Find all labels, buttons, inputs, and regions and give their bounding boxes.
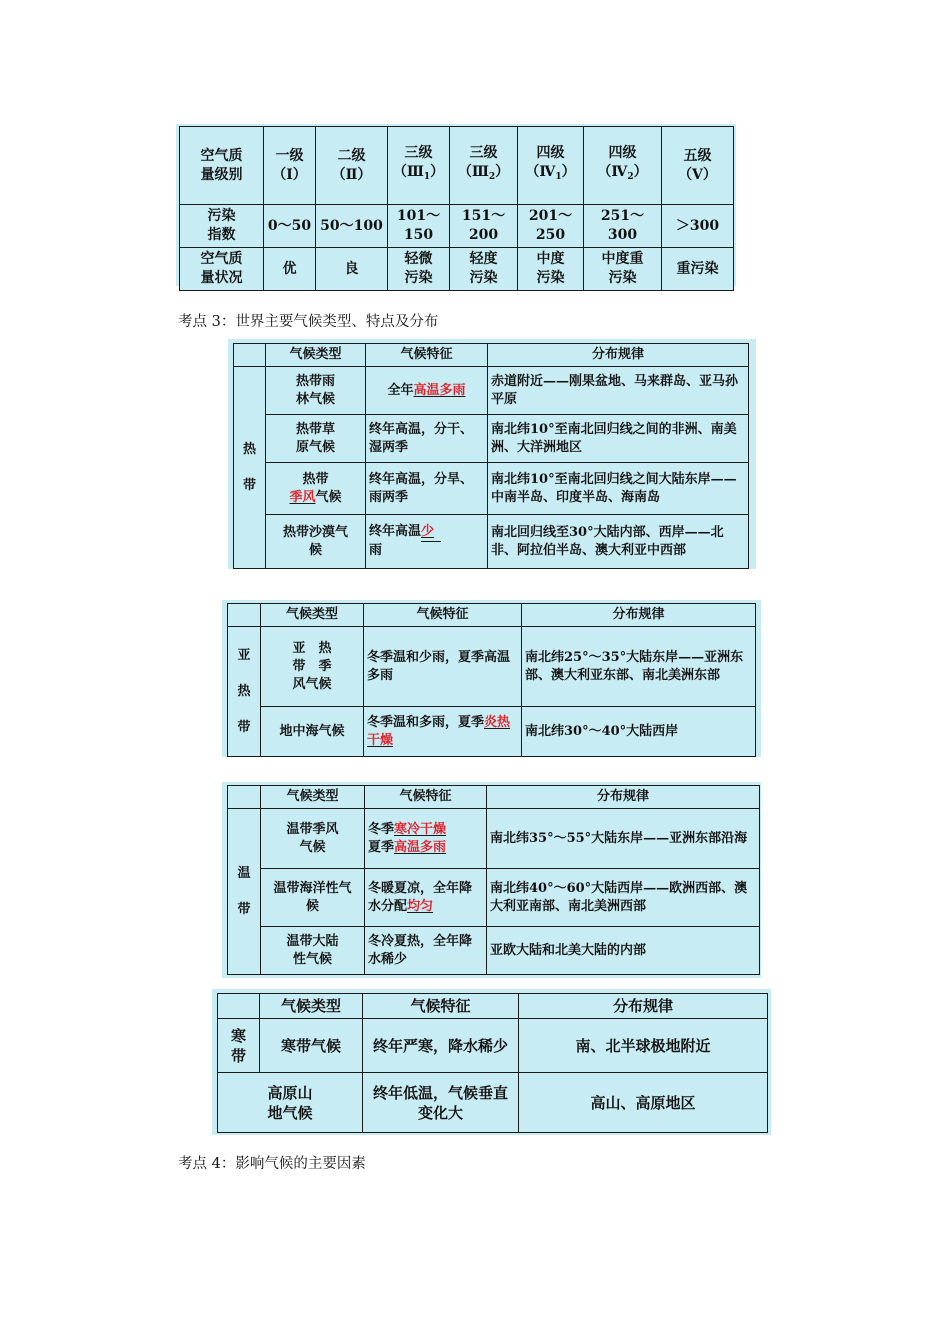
aqi-header-cell: 三级 $(Ⅲ_1)$ — [388, 127, 450, 205]
climate-dist-cell: 南北纬35°～55°大陆东岸——亚洲东部沿海 — [487, 809, 760, 869]
table-row — [218, 1073, 768, 1133]
aqi-cell: ＞300 — [662, 205, 734, 248]
climate-dist-cell: 亚欧大陆和北美大陆的内部 — [487, 927, 760, 975]
climate-feature-cell: 冬暖夏凉，全年降水分配均匀 — [365, 869, 487, 927]
aqi-header-cell: 一级 （Ⅰ） — [264, 127, 316, 205]
aqi-cell: 重污染 — [662, 248, 734, 291]
zone-header-cell — [218, 994, 260, 1019]
climate-dist-cell: 南北纬25°～35°大陆东岸——亚洲东部、澳大利亚东部、南北美洲东部 — [522, 627, 756, 707]
table-row — [228, 627, 756, 707]
climate-dist-cell: 南北纬10°至南北回归线之间大陆东岸——中南半岛、印度半岛、海南岛 — [488, 463, 749, 515]
climate-dist-cell: 南北纬10°至南北回归线之间的非洲、南美洲、大洋洲地区 — [488, 415, 749, 463]
climate-type-cell: 温带海洋性气 候 — [261, 869, 365, 927]
col-header-dist: 分布规律 — [519, 994, 768, 1019]
climate-dist-cell: 赤道附近——刚果盆地、马来群岛、亚马孙平原 — [488, 367, 749, 415]
col-header-feature: 气候特征 — [363, 994, 519, 1019]
zone-label: 亚 热 带 — [228, 627, 261, 757]
aqi-cell: 251～300 — [584, 205, 662, 248]
aqi-header-cell: 五级 （Ⅴ） — [662, 127, 734, 205]
aqi-cell: 中度重 污染 — [584, 248, 662, 291]
aqi-header-cell: 三级 $(Ⅲ_2)$ — [450, 127, 518, 205]
cold-table-frame — [212, 989, 771, 1135]
col-header-type: 气候类型 — [266, 344, 366, 367]
table-row — [228, 927, 760, 975]
aqi-table — [179, 126, 734, 291]
table-row — [218, 1019, 768, 1073]
table-row — [228, 809, 760, 869]
aqi-cell: 201～ 250 — [518, 205, 584, 248]
table-header-row — [228, 786, 760, 809]
table-row — [234, 415, 749, 463]
aqi-cell: 101～ 150 — [388, 205, 450, 248]
subtropical-table — [227, 603, 756, 757]
zone-header-cell — [228, 786, 261, 809]
col-header-dist: 分布规律 — [522, 604, 756, 627]
aqi-cell: 0～50 — [264, 205, 316, 248]
temperate-table-frame — [222, 782, 761, 978]
zone-label: 温 带 — [228, 809, 261, 975]
climate-feature-cell: 终年高温，分旱、雨两季 — [366, 463, 488, 515]
climate-feature-cell: 冬冷夏热，全年降水稀少 — [365, 927, 487, 975]
zone-label: 寒 带 — [218, 1019, 260, 1073]
tropical-table — [233, 343, 749, 569]
climate-type-cell: 热带沙漠气 候 — [266, 515, 366, 569]
aqi-cell: 轻微 污染 — [388, 248, 450, 291]
table-row — [234, 367, 749, 415]
col-header-dist: 分布规律 — [487, 786, 760, 809]
aqi-index-row — [180, 205, 734, 248]
climate-type-cell: 寒带气候 — [260, 1019, 363, 1073]
climate-dist-cell: 南北纬30°～40°大陆西岸 — [522, 707, 756, 757]
aqi-header-row — [180, 127, 734, 205]
temperate-table — [227, 785, 760, 975]
col-header-type: 气候类型 — [261, 604, 364, 627]
tropical-table-frame — [228, 339, 756, 569]
section-heading-3: 考点 3：世界主要气候类型、特点及分布 — [178, 314, 439, 330]
climate-dist-cell: 南北回归线至30°大陆内部、西岸——北非、阿拉伯半岛、澳大利亚中西部 — [488, 515, 749, 569]
aqi-header-cell: 二级 （Ⅱ） — [316, 127, 388, 205]
aqi-header-cell: 四级 $(Ⅳ_2)$ — [584, 127, 662, 205]
aqi-cell: 50～100 — [316, 205, 388, 248]
climate-feature-cell: 终年低温，气候垂直变化大 — [363, 1073, 519, 1133]
table-header-row — [234, 344, 749, 367]
climate-type-cell: 地中海气候 — [261, 707, 364, 757]
aqi-header-cell: 四级 $(Ⅳ_1)$ — [518, 127, 584, 205]
aqi-status-row — [180, 248, 734, 291]
climate-type-cell: 热带 季风气候 — [266, 463, 366, 515]
aqi-header-cell: 空气质 量级别 — [180, 127, 264, 205]
aqi-cell: 轻度 污染 — [450, 248, 518, 291]
col-header-type: 气候类型 — [261, 786, 365, 809]
climate-feature-cell: 终年严寒，降水稀少 — [363, 1019, 519, 1073]
aqi-table-frame — [176, 124, 736, 286]
table-header-row — [228, 604, 756, 627]
col-header-dist: 分布规律 — [488, 344, 749, 367]
table-row — [234, 515, 749, 569]
aqi-row-label: 空气质 量状况 — [180, 248, 264, 291]
climate-feature-cell: 冬季温和少雨，夏季高温多雨 — [364, 627, 522, 707]
climate-dist-cell: 高山、高原地区 — [519, 1073, 768, 1133]
climate-type-cell: 热带雨 林气候 — [266, 367, 366, 415]
section-heading-4: 考点 4：影响气候的主要因素 — [178, 1156, 366, 1172]
zone-header-cell — [228, 604, 261, 627]
zone-header-cell — [234, 344, 266, 367]
col-header-feature: 气候特征 — [365, 786, 487, 809]
climate-type-cell: 温带大陆 性气候 — [261, 927, 365, 975]
col-header-feature: 气候特征 — [364, 604, 522, 627]
climate-dist-cell: 南、北半球极地附近 — [519, 1019, 768, 1073]
cold-table — [217, 993, 768, 1133]
climate-feature-cell: 冬季温和多雨，夏季炎热干燥 — [364, 707, 522, 757]
col-header-type: 气候类型 — [260, 994, 363, 1019]
aqi-cell: 良 — [316, 248, 388, 291]
climate-feature-cell: 终年高温，分干、湿两季 — [366, 415, 488, 463]
table-row — [228, 869, 760, 927]
climate-type-cell: 热带草 原气候 — [266, 415, 366, 463]
climate-feature-cell: 终年高温少 雨 — [366, 515, 488, 569]
table-row — [228, 707, 756, 757]
aqi-cell: 151～ 200 — [450, 205, 518, 248]
climate-type-cell: 高原山 地气候 — [218, 1073, 363, 1133]
aqi-cell: 优 — [264, 248, 316, 291]
climate-feature-cell: 冬季寒冷干燥 夏季高温多雨 — [365, 809, 487, 869]
subtropical-table-frame — [222, 600, 761, 757]
climate-feature-cell: 全年高温多雨 — [366, 367, 488, 415]
aqi-cell: 中度 污染 — [518, 248, 584, 291]
climate-dist-cell: 南北纬40°～60°大陆西岸——欧洲西部、澳大利亚南部、南北美洲西部 — [487, 869, 760, 927]
table-header-row — [218, 994, 768, 1019]
climate-type-cell: 亚 热 带 季 风气候 — [261, 627, 364, 707]
table-row — [234, 463, 749, 515]
col-header-feature: 气候特征 — [366, 344, 488, 367]
climate-type-cell: 温带季风 气候 — [261, 809, 365, 869]
aqi-row-label: 污染 指数 — [180, 205, 264, 248]
zone-label: 热 带 — [234, 367, 266, 569]
